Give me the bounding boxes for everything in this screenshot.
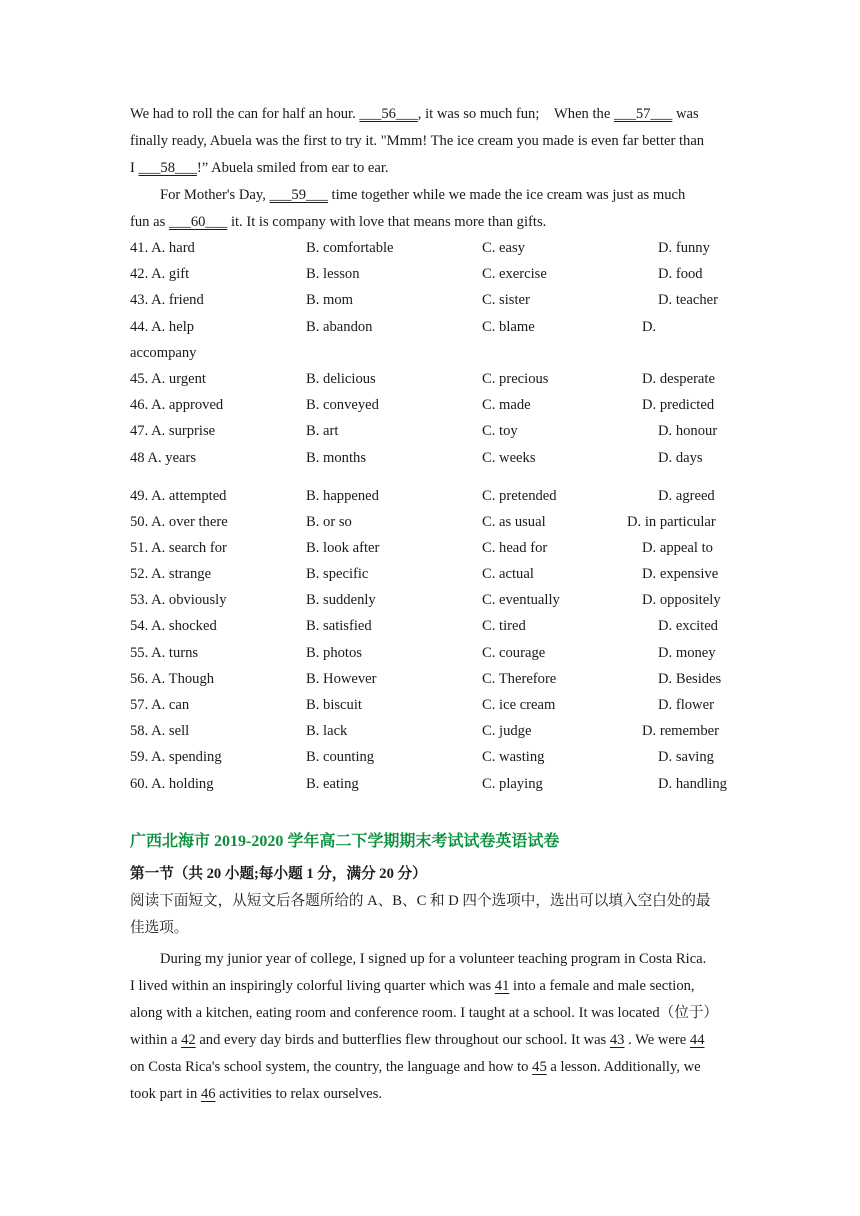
text: I lived within an inspiringly colorful living quarter which was [130,978,495,994]
option-c: C. tired [482,618,526,635]
option-a: 47. A. surprise [130,423,216,440]
option-row [130,744,730,770]
options-list [130,235,730,797]
blank-42: 42 [181,1032,196,1048]
option-a: 50. A. over there [130,513,228,530]
option-a: 58. A. sell [130,723,190,740]
option-a: 59. A. spending [130,749,222,766]
option-c: C. actual [482,566,534,583]
option-row [130,771,730,797]
option-a: 52. A. strange [130,566,212,583]
text: , it was so much fun; When the [417,106,614,122]
option-d: D. remember [642,723,719,740]
blank-60: ___60___ [168,214,228,230]
option-a: 53. A. obviously [130,592,227,609]
option-row [130,483,730,509]
text: For Mother's Day, [160,187,270,203]
option-d: D. days [658,449,703,466]
blank-46: 46 [200,1086,216,1102]
option-d: D. in particular [627,513,716,530]
option-d: D. handling [658,775,727,792]
passage-line [130,182,730,209]
blank-44: 44 [689,1032,705,1048]
option-c: C. courage [482,644,546,661]
passage-line [130,101,730,128]
blank-56: ___56___ [359,106,418,122]
option-row [130,392,730,418]
option-b: B. art [306,423,339,440]
option-row [130,509,730,535]
option-row [130,640,730,666]
text: took part in [130,1086,201,1102]
option-c: C. precious [482,370,549,387]
option-a: 55. A. turns [130,644,199,661]
option-c: C. eventually [482,592,560,609]
passage-line [130,1081,730,1108]
option-d: D. excited [658,618,718,635]
option-b: B. eating [306,775,359,792]
passage-line [130,1027,730,1054]
option-b: B. look after [306,539,380,556]
option-c: C. made [482,397,531,414]
text: was [672,106,699,122]
option-row [130,692,730,718]
option-a: 43. A. friend [130,292,204,309]
option-c: C. easy [482,240,525,256]
option-d: D. honour [658,423,718,440]
option-c: C. head for [482,539,548,556]
passage-line: During my junior year of college, I signed up for a volunteer teaching program in Costa Rica. [160,951,707,967]
option-row [130,366,730,392]
option-b: B. counting [306,749,375,766]
option-d: D. desperate [642,370,715,387]
option-d: D. agreed [658,487,715,504]
instruction-line: 佳选项。 [130,920,189,936]
option-d: D. teacher [658,292,718,309]
option-row [130,314,730,340]
text: into a female and male section, [509,978,695,994]
option-c: C. ice cream [482,697,556,713]
option-a: 51. A. search for [130,539,227,556]
option-row [130,613,730,639]
passage-two [130,888,730,1108]
option-c: C. toy [482,423,518,440]
option-b: B. lesson [306,266,360,283]
option-a: 57. A. can [130,697,190,713]
text: . We were [624,1032,690,1048]
passage-line [130,973,730,1000]
text: time together while we made the ice cream was just as much [327,187,686,203]
option-b: B. suddenly [306,592,376,609]
passage-line [130,209,730,235]
option-c: C. exercise [482,266,547,283]
option-d: D. food [658,266,703,283]
option-b: B. satisfied [306,618,372,635]
option-row [130,535,730,561]
option-c: C. as usual [482,513,546,530]
text: and every day birds and butterflies flew throughout our school. It was [195,1032,610,1048]
passage-line [130,155,730,182]
blank-43: 43 [609,1032,625,1048]
option-a: 56. A. Though [130,670,215,687]
option-c: C. judge [482,723,532,740]
text: on Costa Rica's school system, the country, the language and how to [130,1059,533,1075]
option-d: D. [642,318,657,335]
option-a: 49. A. attempted [130,487,227,504]
passage-line: along with a kitchen, eating room and conference room. I taught at a school. It was located（位于） [130,1005,719,1021]
option-d: D. Besides [658,670,722,687]
text: I [130,160,139,176]
section-heading: 第一节（共 20 小题;每小题 1 分，满分 20 分） [130,866,427,882]
option-a: 46. A. approved [130,397,224,414]
option-c: C. blame [482,318,535,335]
option-row [130,445,730,483]
option-a: 45. A. urgent [130,370,206,387]
option-b: B. specific [306,566,369,583]
blank-59: ___59___ [269,187,328,203]
option-a: 44. A. help [130,318,195,335]
option-c: C. wasting [482,749,545,766]
option-a: 41. A. hard [130,240,195,256]
option-b: B. delicious [306,370,376,387]
option-a: 42. A. gift [130,266,190,283]
option-b: B. comfortable [306,240,394,256]
option-b: B. lack [306,723,348,740]
option-b: B. photos [306,644,362,661]
option-b: B. biscuit [306,697,362,713]
option-c: C. playing [482,775,543,792]
option-d: D. saving [658,749,714,766]
option-a: 60. A. holding [130,775,214,792]
option-d: D. funny [658,240,710,256]
passage-line [130,1054,730,1081]
option-b: B. happened [306,487,379,504]
option-b: B. months [306,449,367,466]
option-b: B. abandon [306,318,373,335]
option-c: C. weeks [482,449,536,466]
text: !” Abuela smiled from ear to ear. [196,160,389,176]
option-d: D. flower [658,697,714,713]
blank-58: ___58___ [138,160,197,176]
option-row [130,340,730,366]
option-row [130,718,730,744]
option-c: C. pretended [482,487,557,504]
option-row [130,235,730,261]
text: We had to roll the can for half an hour. [130,106,360,122]
option-d: D. oppositely [642,592,721,609]
text: it. It is company with love that means more than gifts. [227,214,547,230]
option-row [130,666,730,692]
option-row [130,261,730,287]
text: a lesson. Additionally, we [546,1059,701,1075]
option-b: B. conveyed [306,397,379,414]
option-a: accompany [130,344,197,361]
instruction-line: 阅读下面短文，从短文后各题所给的 A、B、C 和 D 四个选项中，选出可以填入空白处的最 [130,893,711,909]
passage-line: finally ready, Abuela was the first to try it. "Mmm! The ice cream you made is even far better than [130,133,705,149]
option-row [130,418,730,444]
option-row [130,561,730,587]
option-row [130,587,730,613]
option-b: B. However [306,670,377,687]
option-b: B. or so [306,513,352,530]
blank-45: 45 [532,1059,547,1075]
option-d: D. predicted [642,397,715,414]
option-a: 48 A. years [130,449,197,466]
passage-tail [130,101,730,797]
option-b: B. mom [306,292,354,309]
text: within a [130,1032,182,1048]
option-c: C. Therefore [482,670,557,687]
blank-41: 41 [494,978,510,994]
option-row [130,287,730,313]
option-d: D. appeal to [642,539,713,556]
option-a: 54. A. shocked [130,618,217,635]
text: fun as [130,214,169,230]
text: activities to relax ourselves. [215,1086,383,1102]
option-d: D. expensive [642,566,719,583]
blank-57: ___57___ [613,106,673,122]
exam-title: 广西北海市 2019-2020 学年高二下学期期末考试试卷英语试卷 [130,833,560,850]
option-d: D. money [658,644,716,661]
option-c: C. sister [482,292,530,309]
